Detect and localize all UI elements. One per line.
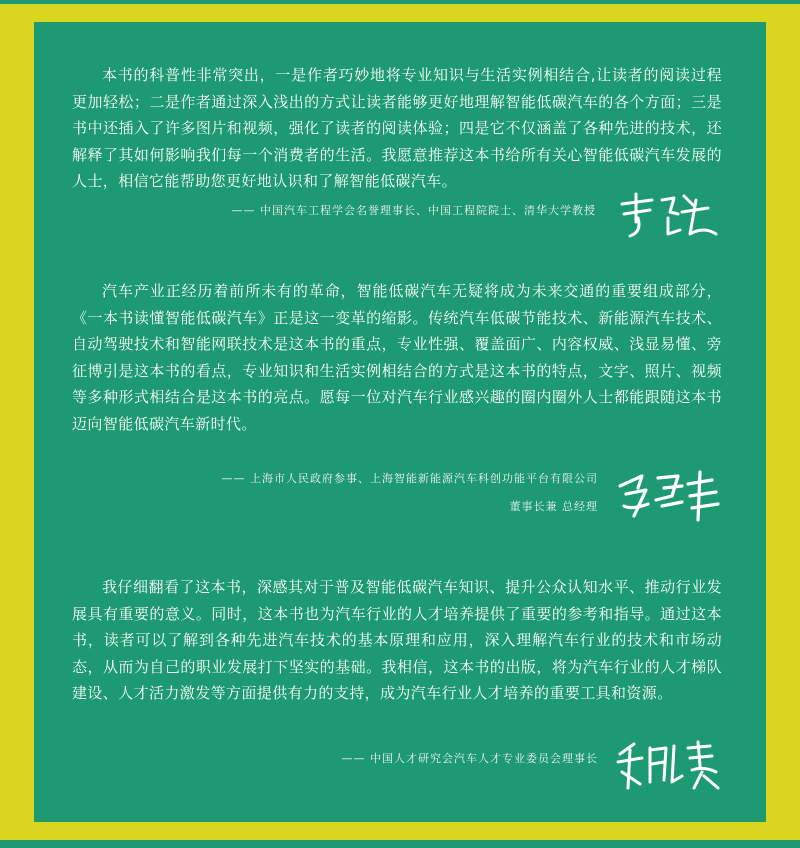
quote-paragraph-2: 汽车产业正经历着前所未有的革命，智能低碳汽车无疑将成为未来交通的重要组成部分，《一本书读懂智能低碳汽车》正是这一变革的缩影。传统汽车低碳节能技术、新能源汽车技术、自动驾驶技术和智能网联技术是这本书的重点，专业性强、覆盖面广、内容权威、浅显易懂、旁征博引是这本书的看点，专业知识和生活实例相结合的方式是这本书的特点，文字、照片、视频等多种形式相结合是这本书的亮点。愿每一位对汽车行业感兴趣的圈内圈外人士都能跟随这本书迈向智能低碳汽车新时代。 [72,282,722,433]
quote-attribution-2 [222,469,599,517]
signature-3 [612,736,728,794]
attribution-2-line-2: 董事长兼 总经理 [509,500,598,513]
attribution-1-line-1: —— 中国汽车工程学会名誉理事长、中国工程院院士、清华大学教授 [231,204,596,217]
quote-paragraph-1: 本书的科普性非常突出，一是作者巧妙地将专业知识与生活实例相结合,让读者的阅读过程更加轻松；二是作者通过深入浅出的方式让读者能够更好地理解智能低碳汽车的各个方面；三是书中还插入了许多图片和视频，强化了读者的阅读体验；四是它不仅涵盖了各种先进的技术，还解释了其如何影响我们每一个消费者的生活。我愿意推荐这本书给所有关心智能低碳汽车发展的人士，相信它能帮助您更好地认识和了解智能低碳汽车。 [72,66,722,190]
bottom-edge-line [0,840,800,848]
handwritten-signature-icon [612,736,728,794]
signature-1 [612,188,722,244]
quote-paragraph-3: 我仔细翻看了这本书，深感其对于普及智能低碳汽车知识、提升公众认知水平、推动行业发展具有重要的意义。同时，这本书也为汽车行业的人才培养提供了重要的参考和指导。通过这本书，读者可以了解到各种先进汽车技术的基本原理和应用，深入理解汽车行业的技术和市场动态，从而为自己的职业发展打下坚实的基础。我相信，这本书的出版，将为汽车行业的人才梯队建设、人才活力激发等方面提供有力的支持，成为汽车行业人才培养的重要工具和资源。 [72,578,722,702]
quote-attribution-1 [232,201,597,221]
top-edge-line [0,0,800,4]
attribution-2-line-1: —— 上海市人民政府参事、上海智能新能源汽车科创功能平台有限公司 [221,472,598,485]
top-yellow-stripe [0,6,800,12]
quote-attribution-3 [342,749,599,769]
attribution-3-line-1: —— 中国人才研究会汽车人才专业委员会理事长 [341,752,598,765]
bottom-yellow-stripe [0,830,800,836]
quote-block-1 [72,62,722,195]
quote-block-2 [72,278,722,437]
signature-2 [612,466,728,524]
handwritten-signature-icon [612,188,722,244]
handwritten-signature-icon [612,466,728,524]
quote-block-3 [72,574,722,707]
